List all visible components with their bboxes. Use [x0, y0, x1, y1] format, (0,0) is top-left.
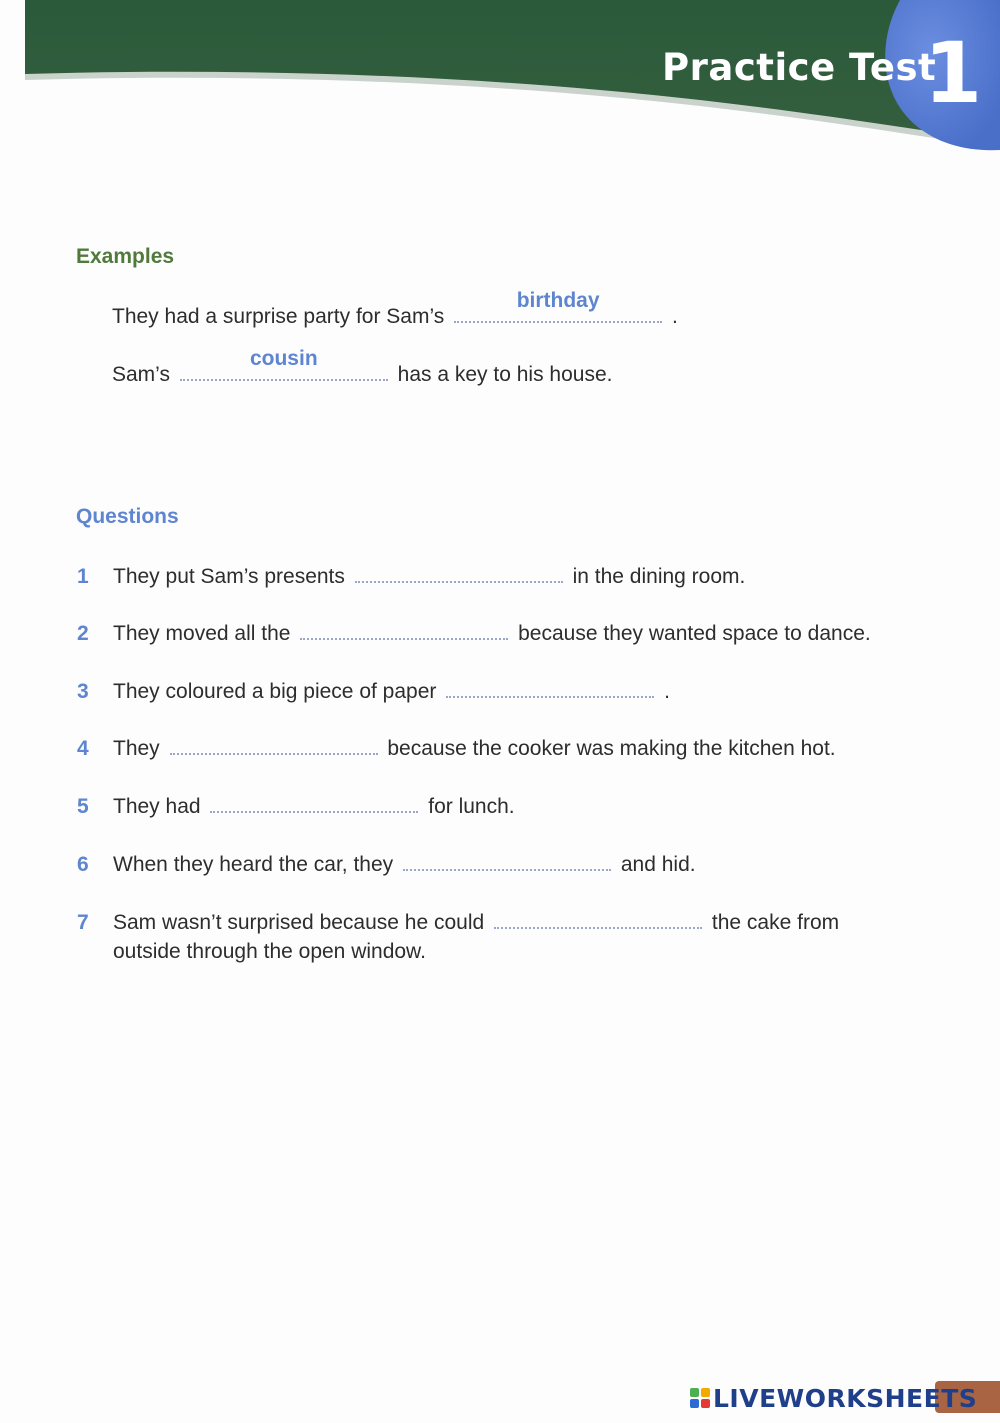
question-text-after: because they wanted space to dance. [518, 622, 871, 645]
question-text-before: They had [113, 795, 201, 818]
question-text-before: They put Sam’s presents [113, 565, 345, 588]
logo-text: LIVEWORKSHEETS [713, 1383, 978, 1413]
question-number: 5 [77, 795, 89, 818]
question-text-before: They moved all the [113, 622, 291, 645]
liveworksheets-logo-icon [690, 1388, 710, 1408]
question-number: 1 [77, 565, 89, 588]
question-text-after: for lunch. [428, 795, 515, 818]
question-line [113, 735, 836, 763]
question-text-before: Sam wasn’t surprised because he could [113, 911, 485, 934]
example-line [112, 289, 678, 331]
answer-blank-2[interactable] [300, 620, 508, 640]
question-text-after: and hid. [620, 853, 696, 876]
answer-blank-6[interactable] [403, 851, 611, 871]
question-text-before: They coloured a big piece of paper [113, 680, 437, 703]
question-line [113, 909, 839, 937]
question-text-after: in the dining room. [572, 565, 746, 588]
question-line [113, 678, 670, 706]
liveworksheets-logo [690, 1384, 977, 1412]
answer-blank-4[interactable] [170, 735, 378, 755]
test-number: 1 [923, 24, 983, 122]
question-line [113, 620, 871, 648]
example-answer: cousin [249, 347, 318, 370]
example-text-after: has a key to his house. [397, 363, 613, 386]
question-number: 6 [77, 853, 89, 876]
example-text-before: They had a surprise party for Sam’s [112, 305, 445, 328]
example-blank [454, 289, 662, 323]
questions-heading: Questions [76, 505, 179, 528]
example-blank [180, 347, 388, 381]
example-answer: birthday [516, 289, 600, 312]
question-number: 2 [77, 622, 89, 645]
question-text-before: They [113, 737, 160, 760]
question-line [113, 851, 696, 879]
example-text-after: . [671, 305, 678, 328]
question-line-continuation: outside through the open window. [113, 940, 426, 963]
example-text-before: Sam’s [112, 363, 170, 386]
question-text-before: When they heard the car, they [113, 853, 394, 876]
question-number: 4 [77, 737, 89, 760]
question-line [113, 563, 745, 591]
question-text-after: the cake from [711, 911, 840, 934]
question-number: 3 [77, 680, 89, 703]
question-text-after: . [664, 680, 670, 703]
answer-blank-5[interactable] [210, 793, 418, 813]
example-line [112, 347, 613, 389]
question-text-after: because the cooker was making the kitchen hot. [387, 737, 836, 760]
examples-heading: Examples [76, 245, 175, 268]
question-line [113, 793, 515, 821]
question-number: 7 [77, 911, 89, 934]
answer-blank-1[interactable] [355, 563, 563, 583]
answer-blank-3[interactable] [446, 678, 654, 698]
answer-blank-7[interactable] [494, 909, 702, 929]
practice-test-title: Practice Test [662, 46, 937, 89]
